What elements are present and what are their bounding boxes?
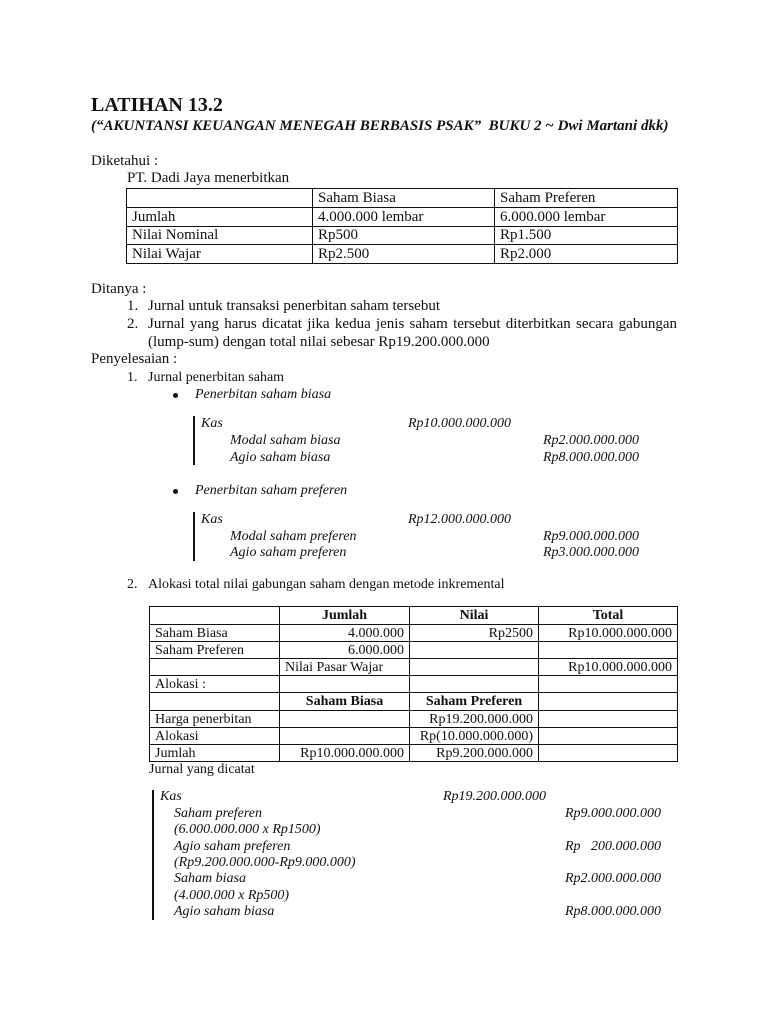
list-item: Jurnal untuk transaksi penerbitan saham tersebut <box>148 298 441 314</box>
journal-account: Kas <box>201 512 223 527</box>
journal-credit: Rp8.000.000.000 <box>543 450 640 465</box>
journal-account: Agio saham biasa <box>230 450 331 465</box>
table-row <box>150 659 678 676</box>
journal-note: (Rp9.200.000.000-Rp9.000.000) <box>174 855 356 870</box>
journal-account: Agio saham biasa <box>174 904 275 919</box>
journal-note: (4.000.000 x Rp500) <box>174 888 290 903</box>
list-item-line: (lump-sum) dengan total nilai sebesar Rp19.200.000.000 <box>148 334 490 350</box>
table-cell <box>280 728 410 745</box>
table-cell <box>539 693 678 711</box>
page-title: LATIHAN 13.2 <box>91 94 223 116</box>
journal-account: Agio saham preferen <box>230 545 347 560</box>
table-cell: Jumlah <box>127 208 313 227</box>
page-subtitle: (“AKUNTANSI KEUANGAN MENEGAH BERBASIS PSAK” BUKU 2 ~ Dwi Martani dkk) <box>91 118 669 134</box>
table-cell: Nilai Nominal <box>127 227 313 245</box>
table-row <box>150 711 678 728</box>
journal-bracket <box>193 512 195 561</box>
journal-bracket <box>193 416 195 465</box>
table-cell: Nilai Wajar <box>127 245 313 264</box>
table-cell: Rp9.200.000.000 <box>410 745 539 762</box>
table-cell <box>539 676 678 693</box>
journal-credit: Rp 200.000.000 <box>565 839 662 854</box>
table-cell: 6.000.000 lembar <box>495 208 678 227</box>
table-row <box>150 676 678 693</box>
table-cell <box>410 642 539 659</box>
table-cell: Rp2.000 <box>495 245 678 264</box>
list-number: 1. <box>127 298 139 314</box>
table-row <box>150 642 678 659</box>
journal-account: Kas <box>201 416 223 431</box>
table-cell: Saham Preferen <box>150 642 280 659</box>
allocation-table <box>149 606 678 762</box>
table-cell <box>280 676 410 693</box>
table-cell: Rp(10.000.000.000) <box>410 728 539 745</box>
table-header-row <box>127 189 678 208</box>
table-cell: Rp19.200.000.000 <box>410 711 539 728</box>
table-header-cell: Jumlah <box>280 607 410 625</box>
table-subheader-cell: Saham Preferen <box>410 693 539 711</box>
table-header-cell: Saham Preferen <box>495 189 678 208</box>
journal-credit: Rp3.000.000.000 <box>543 545 640 560</box>
table-cell: Rp10.000.000.000 <box>539 659 678 676</box>
table-header-cell: Saham Biasa <box>313 189 495 208</box>
table-cell: Alokasi : <box>150 676 280 693</box>
table-cell <box>280 711 410 728</box>
table-row <box>127 208 678 227</box>
journal-account: Saham biasa <box>174 871 246 886</box>
table-cell <box>410 659 539 676</box>
solution-label: Penyelesaian : <box>91 351 178 367</box>
list-item-line: Jurnal yang harus dicatat jika kedua jenis saham tersebut diterbitkan secara gabungan <box>148 316 677 332</box>
shares-table <box>126 188 678 264</box>
bullet-label: Penerbitan saham biasa <box>195 387 332 402</box>
journal-debit: Rp12.000.000.000 <box>408 512 512 527</box>
table-cell <box>539 728 678 745</box>
journal-credit: Rp8.000.000.000 <box>565 904 662 919</box>
journal-account: Kas <box>160 789 182 804</box>
list-number: 1. <box>127 370 138 385</box>
table-cell <box>539 642 678 659</box>
journal-account: Modal saham biasa <box>230 433 341 448</box>
step-title: Alokasi total nilai gabungan saham dengan metode inkremental <box>148 577 505 592</box>
table-cell <box>150 659 280 676</box>
table-row <box>150 625 678 642</box>
bullet-icon <box>173 393 178 398</box>
table-header-cell <box>127 189 313 208</box>
journal-credit: Rp2.000.000.000 <box>543 433 640 448</box>
list-number: 2. <box>127 577 138 592</box>
table-subheader-row <box>150 693 678 711</box>
table-row <box>150 728 678 745</box>
table-cell: Rp2500 <box>410 625 539 642</box>
given-intro: PT. Dadi Jaya menerbitkan <box>127 170 290 186</box>
journal-account: Modal saham preferen <box>230 529 357 544</box>
journal-account: Saham preferen <box>174 806 262 821</box>
step-title: Jurnal penerbitan saham <box>148 370 285 385</box>
table-cell: Rp500 <box>313 227 495 245</box>
table-cell: Harga penerbitan <box>150 711 280 728</box>
table-cell: Rp1.500 <box>495 227 678 245</box>
journal-account: Agio saham preferen <box>174 839 291 854</box>
table-cell: Rp2.500 <box>313 245 495 264</box>
table-cell: Rp10.000.000.000 <box>280 745 410 762</box>
bullet-label: Penerbitan saham preferen <box>195 483 348 498</box>
table-cell: Jumlah <box>150 745 280 762</box>
journal-bracket <box>152 790 154 920</box>
table-header-cell <box>150 607 280 625</box>
table-cell <box>539 745 678 762</box>
table-cell: 4.000.000 lembar <box>313 208 495 227</box>
bullet-icon <box>173 489 178 494</box>
asked-label: Ditanya : <box>91 281 147 297</box>
journal-credit: Rp2.000.000.000 <box>565 871 662 886</box>
table-cell <box>539 711 678 728</box>
table-header-cell: Total <box>539 607 678 625</box>
table-row <box>150 745 678 762</box>
table-cell <box>410 676 539 693</box>
table-header-cell: Nilai <box>410 607 539 625</box>
given-label: Diketahui : <box>91 153 159 169</box>
list-number: 2. <box>127 316 139 332</box>
table-row <box>127 245 678 264</box>
table-cell: 6.000.000 <box>280 642 410 659</box>
table-cell: Nilai Pasar Wajar <box>280 659 410 676</box>
journal-credit: Rp9.000.000.000 <box>565 806 662 821</box>
table-cell: 4.000.000 <box>280 625 410 642</box>
table-subheader-cell: Saham Biasa <box>280 693 410 711</box>
table-cell <box>150 693 280 711</box>
table-cell: Saham Biasa <box>150 625 280 642</box>
table-header-row <box>150 607 678 625</box>
journal-note: (6.000.000.000 x Rp1500) <box>174 822 321 837</box>
table-row <box>127 227 678 245</box>
journal-credit: Rp9.000.000.000 <box>543 529 640 544</box>
table-cell: Rp10.000.000.000 <box>539 625 678 642</box>
journal-debit: Rp10.000.000.000 <box>408 416 512 431</box>
table-cell: Alokasi <box>150 728 280 745</box>
journal-debit: Rp19.200.000.000 <box>443 789 547 804</box>
journal-label: Jurnal yang dicatat <box>149 762 255 777</box>
